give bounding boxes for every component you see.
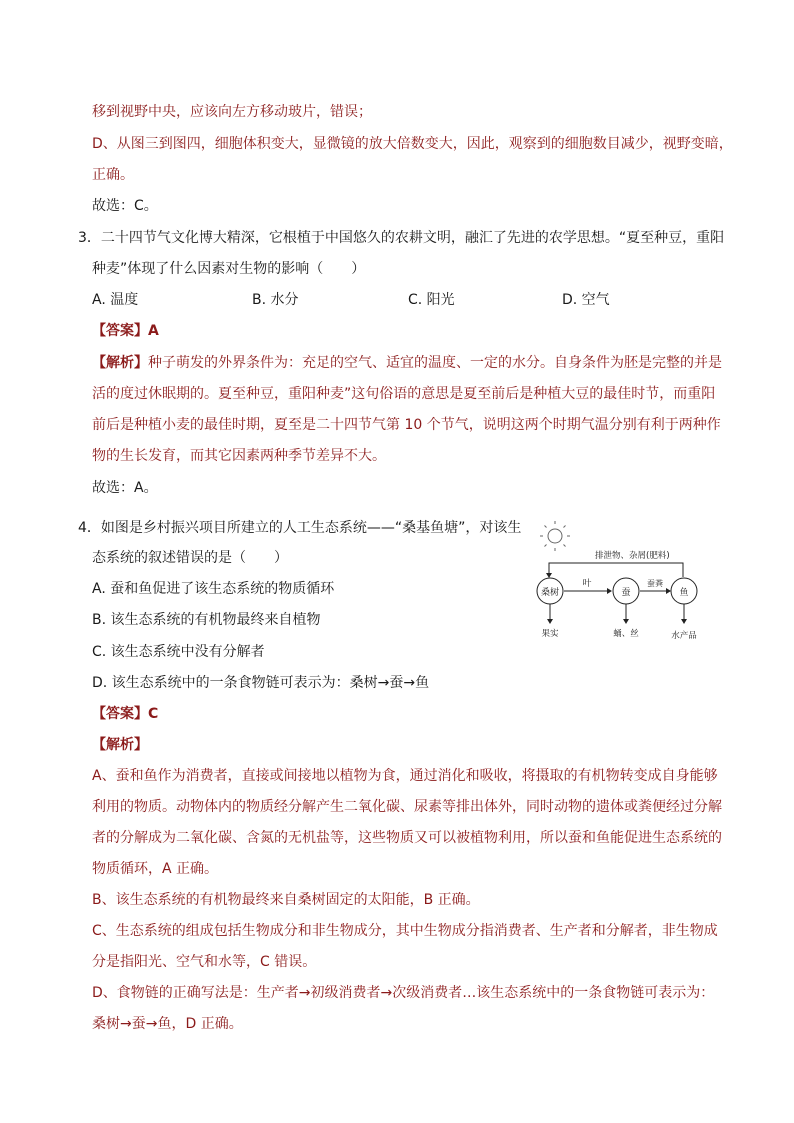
analysis-line: 物的生长发育，而其它因素两种季节差异不大。 (92, 448, 386, 464)
output-arrowhead (547, 619, 553, 624)
output-arrowhead (681, 619, 687, 624)
answer-value: C (148, 706, 159, 722)
analysis-line: 前后是种植小麦的最佳时期，夏至是二十四节气第 10 个节气，说明这两个时期气温分别有利于两种作 (92, 417, 721, 433)
option-a: A. 蚕和鱼促进了该生态系统的物质循环 (92, 581, 335, 597)
analysis-label: 【解析】 (92, 355, 148, 371)
option-c: C. 该生态系统中没有分解者 (92, 644, 265, 660)
sun-icon (540, 521, 570, 551)
question-number: 4． (78, 520, 101, 536)
answer-label: 【答案】 (92, 706, 148, 722)
output-pupa-silk: 蛹、丝 (613, 629, 639, 639)
recycle-arrow (549, 563, 683, 577)
analysis-text: 种子萌发的外界条件为：充足的空气、适宜的温度、一定的水分。自身条件为胚是完整的并是 (148, 355, 722, 371)
question-4-stem (78, 518, 521, 538)
top-label: 排泄物、杂屑(肥料) (595, 551, 670, 561)
analysis-line (92, 735, 148, 755)
arrow-feces-head (666, 588, 671, 594)
analysis-line: D、从图三到图四，细胞体积变大，显微镜的放大倍数变大，因此，观察到的细胞数目减少，视野变暗， (92, 136, 733, 152)
analysis-line: A、蚕和鱼作为消费者，直接或间接地以植物为食，通过消化和吸收，将摄取的有机物转变成自身能够 (92, 768, 718, 784)
arrow-leaf-head (607, 588, 612, 594)
conclusion-line: 故选：C。 (92, 198, 158, 214)
question-text: 二十四节气文化博大精深，它根植于中国悠久的农耕文明，融汇了先进的农学思想。“夏至种豆，重阳 (100, 230, 725, 246)
analysis-line: 正确。 (92, 167, 134, 183)
mulberry-fish-pond-diagram (535, 520, 715, 645)
analysis-line: 分是指阳光、空气和水等，C 错误。 (92, 954, 317, 970)
option-b: B. 该生态系统的有机物最终来自植物 (92, 612, 321, 628)
node-silkworm-label: 蚕 (621, 588, 631, 598)
analysis-label: 【解析】 (92, 737, 148, 753)
question-4-stem-cont: 态系统的叙述错误的是（ ） (92, 550, 288, 566)
answer-label: 【答案】 (92, 323, 148, 339)
output-fruit: 果实 (541, 629, 559, 639)
question-3-stem (78, 228, 724, 248)
output-arrowhead (623, 619, 629, 624)
analysis-line: 移到视野中央，应该向左方移动玻片，错误； (92, 104, 372, 120)
analysis-line: D、食物链的正确写法是：生产者→初级消费者→次级消费者…该生态系统中的一条食物链可表示为： (92, 985, 715, 1001)
node-fish-label: 鱼 (679, 588, 689, 598)
option-d: D. 空气 (562, 292, 610, 308)
answer-line (92, 321, 159, 341)
analysis-line: 者的分解成为二氧化碳、含氮的无机盐等，这些物质又可以被植物利用，所以蚕和鱼能促进生态系统的 (92, 830, 722, 846)
analysis-line: 桑树→蚕→鱼，D 正确。 (92, 1016, 243, 1032)
node-mulberry-label: 桑树 (540, 588, 560, 598)
output-aquatic: 水产品 (671, 631, 697, 641)
analysis-line: 利用的物质。动物体内的物质经分解产生二氧化碳、尿素等排出体外，同时动物的遗体或粪便经过分解 (92, 799, 722, 815)
analysis-line: 活的度过休眠期的。夏至种豆，重阳种麦”这句俗语的意思是夏至前后是种植大豆的最佳时节，而重阳 (92, 386, 716, 402)
option-b: B. 水分 (252, 292, 299, 308)
analysis-line: 物质循环，A 正确。 (92, 861, 219, 877)
arrow-leaf-label: 叶 (582, 579, 592, 589)
option-d: D. 该生态系统中的一条食物链可表示为：桑树→蚕→鱼 (92, 675, 430, 691)
analysis-line (92, 353, 722, 373)
option-c: C. 阳光 (408, 292, 455, 308)
question-3-stem-cont: 种麦”体现了什么因素对生物的影响（ ） (92, 261, 366, 277)
answer-line (92, 704, 158, 724)
recycle-arrowhead (546, 573, 552, 578)
analysis-line: C、生态系统的组成包括生物成分和非生物成分，其中生物成分指消费者、生产者和分解者，非生物成 (92, 923, 718, 939)
conclusion-line: 故选：A。 (92, 480, 158, 496)
question-text: 如图是乡村振兴项目所建立的人工生态系统——“桑基鱼塘”，对该生 (100, 520, 522, 536)
question-number: 3． (78, 230, 101, 246)
arrow-feces-label: 蚕粪 (647, 579, 663, 588)
analysis-line: B、该生态系统的有机物最终来自桑树固定的太阳能，B 正确。 (92, 892, 480, 908)
option-a: A. 温度 (92, 292, 139, 308)
answer-value: A (148, 323, 159, 339)
